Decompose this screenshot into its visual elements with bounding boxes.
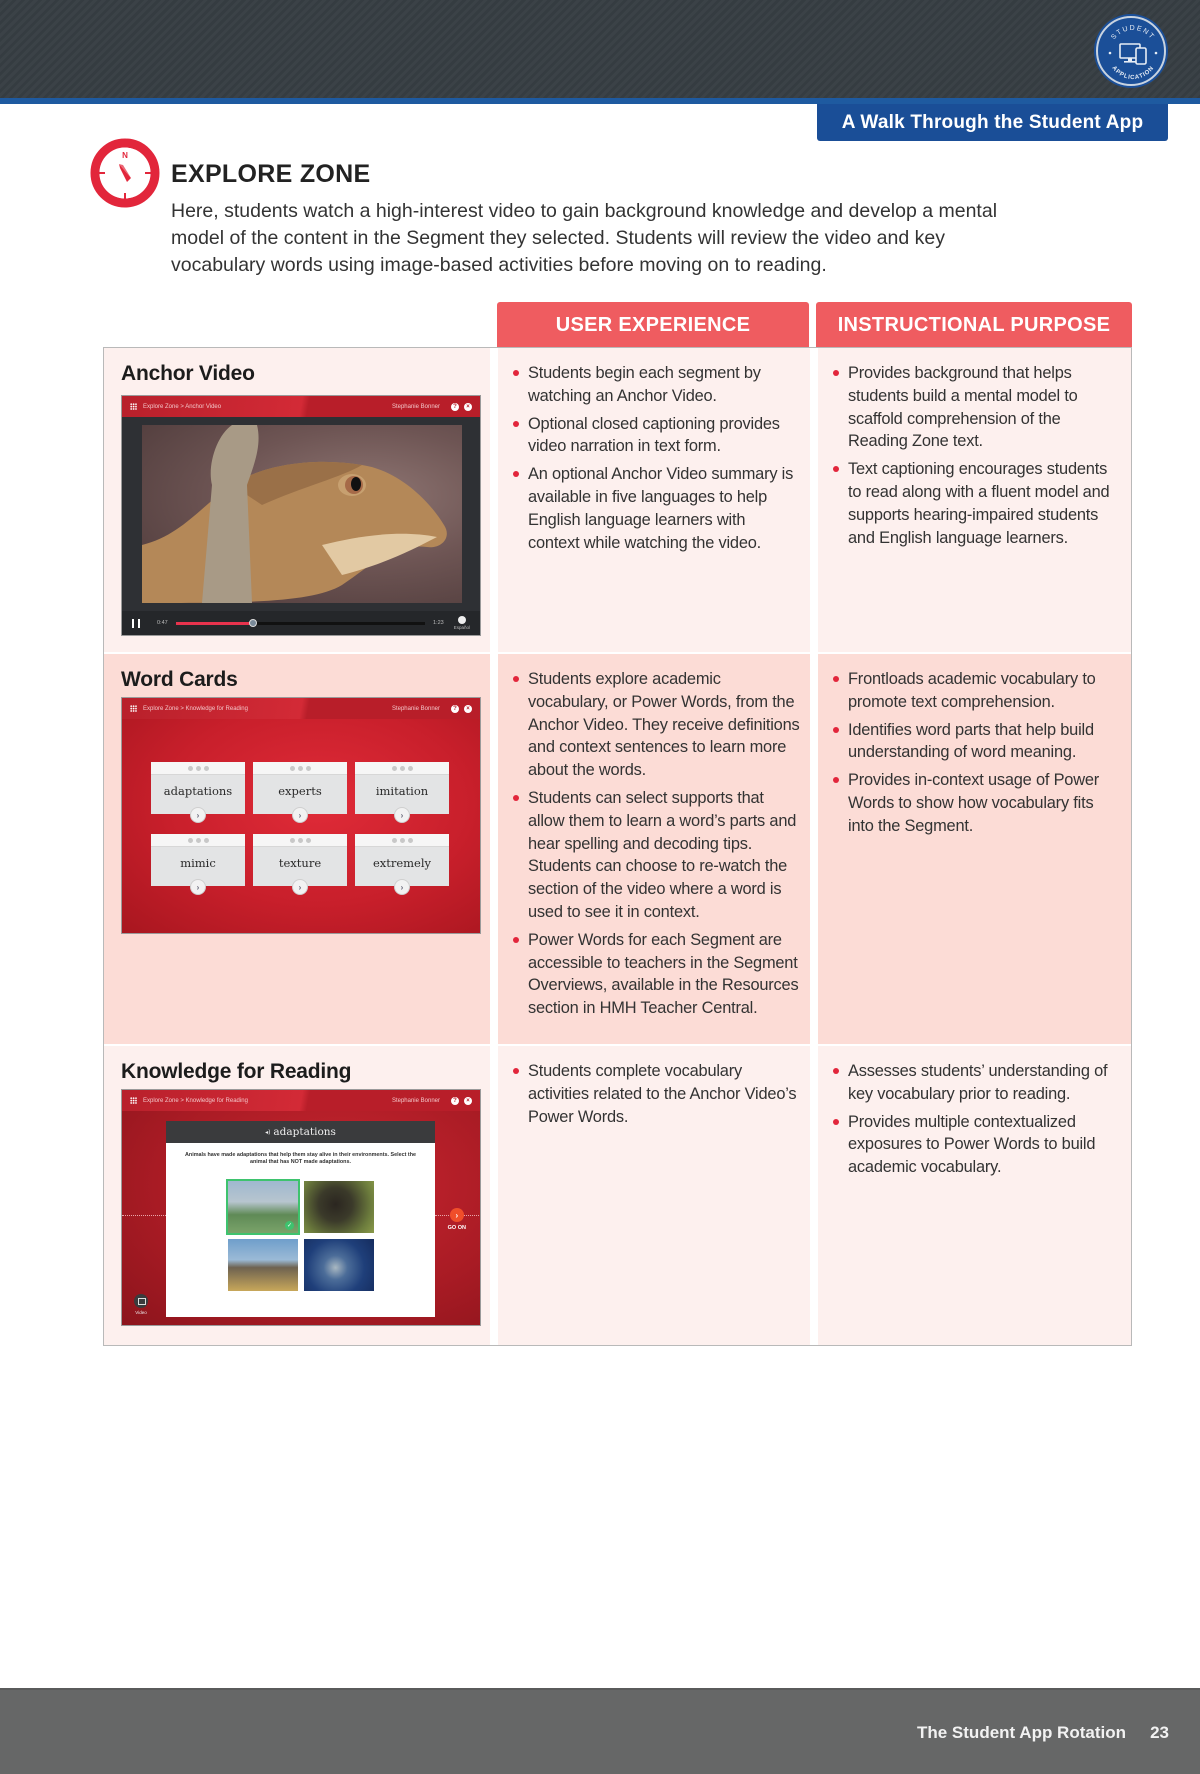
user-experience-list xyxy=(511,1060,800,1133)
video-progress-slider[interactable] xyxy=(176,622,425,625)
user-name: Stephanie Bonner xyxy=(391,1097,440,1104)
check-icon: ✓ xyxy=(286,1223,293,1229)
language-button[interactable] xyxy=(454,616,470,630)
video-icon xyxy=(134,1294,148,1308)
time-elapsed: 0:47 xyxy=(157,620,168,626)
question-panel xyxy=(166,1121,435,1317)
word-label: texture xyxy=(278,856,322,870)
anchor-video-screenshot xyxy=(121,395,481,636)
list-item: Students can select supports that allow them to learn a word’s parts and hear spelling and decoding tips. Students can choose to re-watch the section of the video where a word is used to see it in context. xyxy=(511,787,800,924)
speaker-icon[interactable]: ◂) xyxy=(265,1128,271,1136)
page-footer xyxy=(0,1688,1200,1774)
table-row xyxy=(104,654,1131,1044)
computer-tablet-icon xyxy=(1098,18,1168,88)
feature-cell xyxy=(104,1046,490,1345)
video-button[interactable] xyxy=(134,1294,148,1315)
breadcrumb: Explore Zone > Knowledge for Reading xyxy=(143,705,248,712)
user-experience-list xyxy=(511,362,800,559)
choice-chimpanzee[interactable] xyxy=(304,1181,374,1233)
word-label: adaptations xyxy=(273,1126,336,1138)
go-on-label: GO ON xyxy=(447,1225,466,1231)
gecko-image xyxy=(142,425,462,603)
list-item: Students begin each segment by watching an Anchor Video. xyxy=(511,362,800,408)
chevron-right-icon[interactable]: › xyxy=(292,807,308,823)
apps-grid-icon xyxy=(130,403,137,410)
word-cards-screenshot xyxy=(121,697,481,934)
close-icon: × xyxy=(464,1097,472,1105)
help-icon: ? xyxy=(451,705,459,713)
list-item: An optional Anchor Video summary is available in five languages to help English language learners with context while watching the video. xyxy=(511,463,800,554)
video-frame xyxy=(142,425,462,603)
video-label: Video xyxy=(135,1310,147,1315)
feature-cell xyxy=(104,348,490,652)
chevron-right-icon[interactable]: › xyxy=(394,807,410,823)
word-card[interactable] xyxy=(253,762,347,820)
user-experience-cell xyxy=(498,1046,810,1345)
progress-knob[interactable] xyxy=(249,619,257,627)
list-item: Optional closed captioning provides video narration in text form. xyxy=(511,413,800,459)
instructional-purpose-list xyxy=(831,1060,1121,1184)
column-header-instructional-purpose: INSTRUCTIONAL PURPOSE xyxy=(816,302,1132,348)
user-name: Stephanie Bonner xyxy=(391,403,440,410)
list-item: Frontloads academic vocabulary to promote text comprehension. xyxy=(831,668,1121,714)
list-item: Students complete vocabulary activities related to the Anchor Video’s Power Words. xyxy=(511,1060,800,1128)
word-label: adaptations xyxy=(163,784,233,798)
list-item: Identifies word parts that help build understanding of word meaning. xyxy=(831,719,1121,765)
apps-grid-icon xyxy=(130,705,137,712)
section-tab: A Walk Through the Student App xyxy=(817,104,1168,141)
chevron-right-icon[interactable]: › xyxy=(292,879,308,895)
word-label: extremely xyxy=(372,856,432,870)
app-header xyxy=(122,1090,480,1111)
breadcrumb: Explore Zone > Knowledge for Reading xyxy=(143,1097,248,1104)
globe-icon xyxy=(458,616,466,624)
table-row xyxy=(104,1046,1131,1345)
chevron-right-icon[interactable]: › xyxy=(190,879,206,895)
list-item: Provides multiple contextualized exposures to Power Words to build academic vocabulary. xyxy=(831,1111,1121,1179)
word-label: mimic xyxy=(180,856,216,870)
word-card[interactable] xyxy=(151,834,245,892)
go-on-button[interactable] xyxy=(448,1208,466,1231)
list-item: Assesses students’ understanding of key vocabulary prior to reading. xyxy=(831,1060,1121,1106)
list-item: Provides in-context usage of Power Words to show how vocabulary fits into the Segment. xyxy=(831,769,1121,837)
column-header-user-experience: USER EXPERIENCE xyxy=(497,302,809,348)
user-experience-list xyxy=(511,668,800,1025)
choice-elephants[interactable] xyxy=(228,1239,298,1291)
instructional-purpose-list xyxy=(831,668,1121,843)
pause-icon[interactable] xyxy=(132,619,140,628)
user-experience-cell xyxy=(498,654,810,1044)
word-card[interactable] xyxy=(151,762,245,820)
question-text: Animals have made adaptations that help them stay alive in their environments. Select the animal that has NOT made adaptations. xyxy=(185,1152,416,1165)
list-item: Students explore academic vocabulary, or Power Words, from the Anchor Video. They receive definitions and context sentences to learn more about the words. xyxy=(511,668,800,782)
instructional-purpose-cell xyxy=(818,348,1131,652)
instructional-purpose-cell xyxy=(818,1046,1131,1345)
apps-grid-icon xyxy=(130,1097,137,1104)
chevron-right-icon[interactable]: › xyxy=(190,807,206,823)
video-controls xyxy=(122,611,480,635)
close-icon: × xyxy=(464,403,472,411)
list-item: Provides background that helps students build a mental model to scaffold comprehension of the Reading Zone text. xyxy=(831,362,1121,453)
student-application-badge xyxy=(1096,16,1166,86)
user-experience-cell xyxy=(498,348,810,652)
choice-shark[interactable] xyxy=(304,1239,374,1291)
instructional-purpose-list xyxy=(831,362,1121,554)
help-icon: ? xyxy=(451,403,459,411)
svg-text:N: N xyxy=(122,151,128,160)
close-icon: × xyxy=(464,705,472,713)
svg-text:APPLICATION: APPLICATION xyxy=(1110,65,1156,82)
progress-fill xyxy=(176,622,253,625)
footer-section-label: The Student App Rotation xyxy=(916,1723,1126,1742)
user-name: Stephanie Bonner xyxy=(391,705,440,712)
row-title: Anchor Video xyxy=(121,362,255,385)
word-card-grid xyxy=(151,762,450,892)
table-row xyxy=(104,348,1131,652)
chevron-right-icon: › xyxy=(450,1208,464,1222)
knowledge-for-reading-screenshot xyxy=(121,1089,481,1326)
choice-dinosaur[interactable] xyxy=(228,1181,298,1233)
instructional-purpose-cell xyxy=(818,654,1131,1044)
word-card[interactable] xyxy=(355,762,449,820)
chevron-right-icon[interactable]: › xyxy=(394,879,410,895)
word-card[interactable] xyxy=(253,834,347,892)
app-header xyxy=(122,698,480,719)
svg-text:STUDENT: STUDENT xyxy=(1110,25,1156,42)
help-icon: ? xyxy=(451,1097,459,1105)
row-title: Word Cards xyxy=(121,668,238,691)
feature-table xyxy=(103,347,1132,1346)
feature-cell xyxy=(104,654,490,1044)
language-label: Español xyxy=(453,625,470,630)
header-band xyxy=(0,0,1200,104)
word-label: imitation xyxy=(375,784,429,798)
breadcrumb: Explore Zone > Anchor Video xyxy=(143,403,222,410)
question-word xyxy=(166,1121,435,1143)
word-card[interactable] xyxy=(355,834,449,892)
app-header xyxy=(122,396,480,417)
list-item: Power Words for each Segment are accessible to teachers in the Segment Overviews, available in the Resources section in HMH Teacher Central. xyxy=(511,929,800,1020)
word-label: experts xyxy=(278,784,322,798)
row-title: Knowledge for Reading xyxy=(121,1060,352,1083)
progress-dots xyxy=(122,1215,166,1216)
page-number: 23 xyxy=(1150,1723,1169,1742)
answer-choices xyxy=(228,1181,374,1291)
page-title: EXPLORE ZONE xyxy=(171,160,371,188)
page-description: Here, students watch a high-interest video to gain background knowledge and develop a mental model of the content in the Segment they selected. Students will review the video and key vocabulary words using image-based activities before moving on to reading. xyxy=(171,200,998,276)
compass-icon xyxy=(90,138,160,208)
list-item: Text captioning encourages students to read along with a fluent model and supports hearing-impaired students and English language learners. xyxy=(831,458,1121,549)
time-total: 1:23 xyxy=(433,620,444,626)
